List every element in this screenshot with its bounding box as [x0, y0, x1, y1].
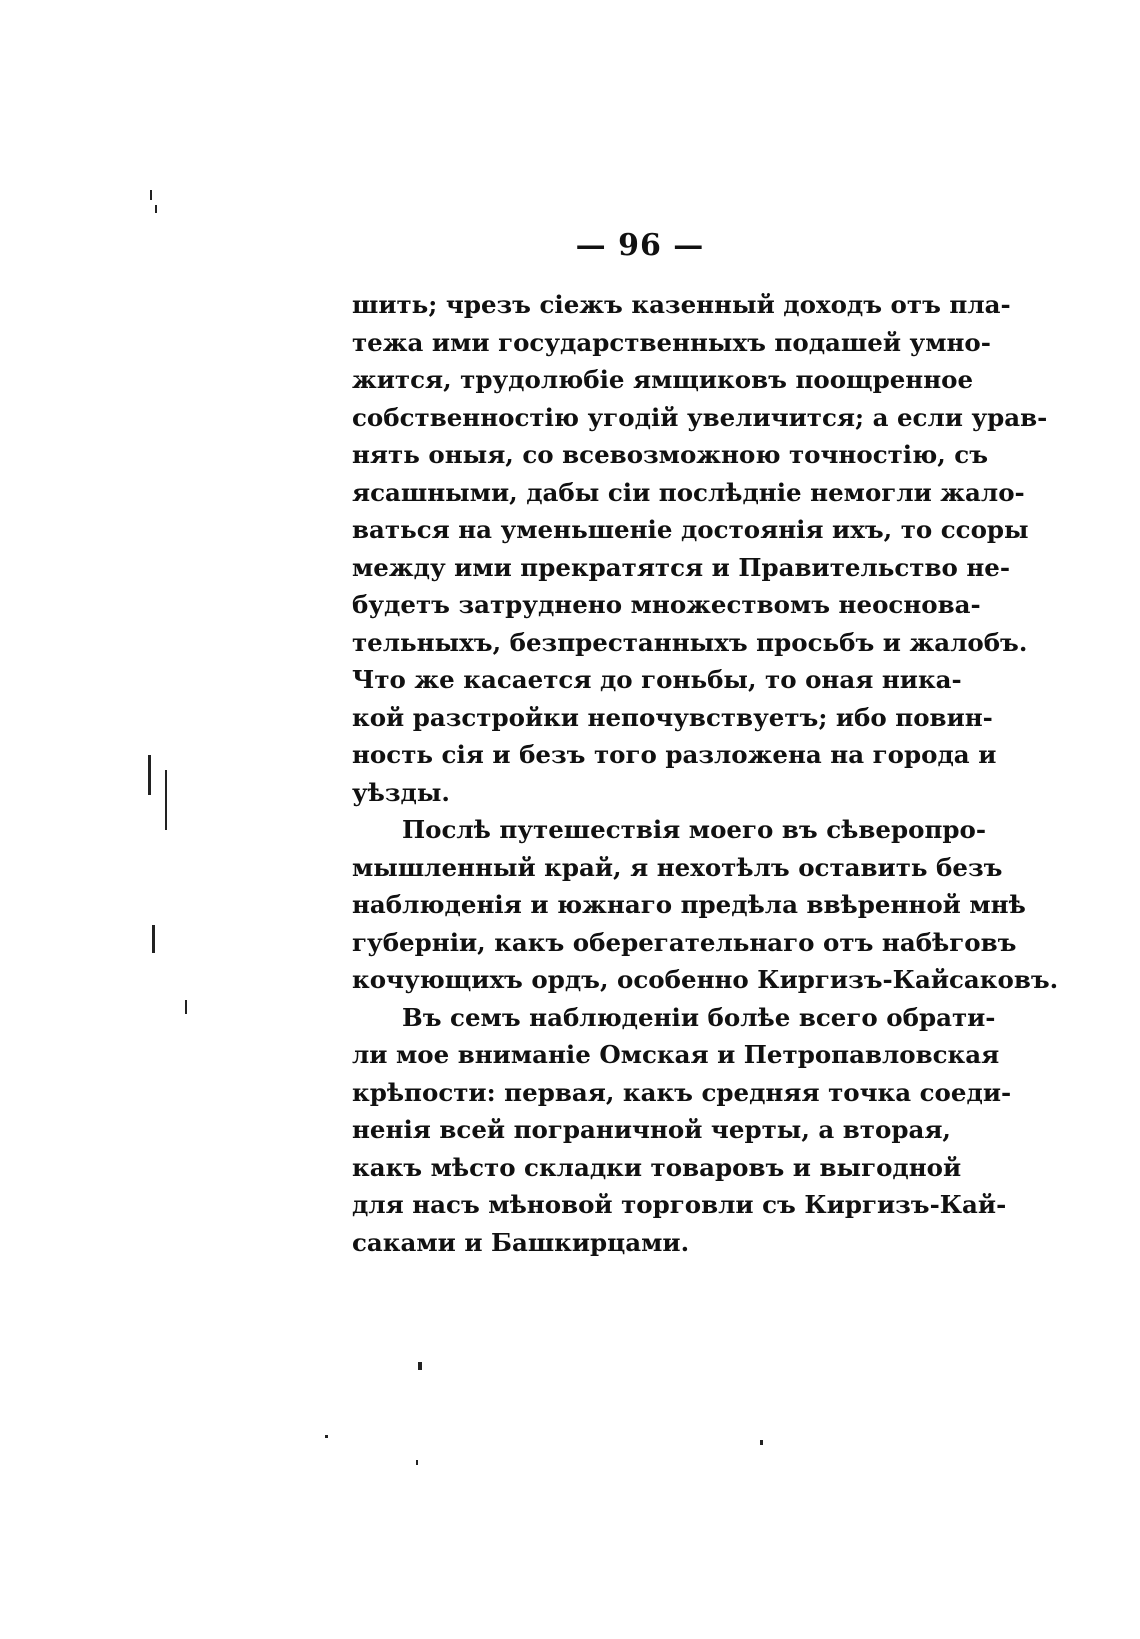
scan-speck: [148, 755, 151, 795]
scan-speck: [760, 1440, 763, 1445]
text-line: ность сія и безъ того разложена на города и: [352, 740, 997, 769]
text-line: мышленный край, я нехотѣлъ оставить безъ: [352, 852, 1003, 882]
scan-speck: [185, 1000, 187, 1014]
text-line: крѣпости: первая, какъ средняя точка соеди-: [352, 1077, 1012, 1107]
scan-speck: [416, 1460, 418, 1465]
text-line: ясашными, дабы сіи послѣдніе немогли жало-: [352, 477, 1025, 507]
scan-speck: [155, 205, 157, 213]
text-line: кочующихъ ордъ, особенно Киргизъ-Кайсаковъ.: [352, 965, 1059, 994]
text-line: какъ мѣсто складки товаровъ и выгодной: [352, 1152, 962, 1182]
text-line: тельныхъ, безпрестанныхъ просьбъ и жалобъ.: [352, 627, 1028, 657]
page-body-text: [352, 286, 1059, 1261]
text-line: для насъ мѣновой торговли съ Киргизъ-Кай-: [352, 1190, 1007, 1219]
scan-speck: [325, 1435, 328, 1438]
text-line: саками и Башкирцами.: [352, 1227, 690, 1257]
text-line: Послѣ путешествія моего въ сѣверопро-: [402, 815, 987, 844]
paragraph-3: [352, 999, 1012, 1262]
text-line: будетъ затруднено множествомъ неоснова-: [352, 590, 981, 619]
text-line: ли мое вниманіе Омская и Петропавловская: [352, 1040, 1000, 1069]
text-line: губерніи, какъ оберегательнаго отъ набѣговъ: [352, 927, 1017, 957]
text-line: тежа ими государственныхъ подашей умно-: [352, 327, 991, 357]
text-line: кой разстройки непочувствуетъ; ибо повин-: [352, 702, 993, 732]
scan-speck: [152, 925, 155, 953]
text-line: наблюденія и южнаго предѣла ввѣренной мнѣ: [352, 890, 1026, 919]
scan-speck: [418, 1362, 422, 1370]
scan-speck: [150, 190, 152, 200]
page-number: — 96 —: [575, 228, 705, 263]
text-line: Что же касается до гоньбы, то оная ника-: [352, 665, 962, 694]
text-line: нять оныя, со всевозможною точностію, съ: [352, 440, 988, 469]
text-line: между ими прекратятся и Правительство не-: [352, 552, 1011, 582]
paragraph-2: [352, 811, 1059, 999]
text-line: ваться на уменьшеніе достоянія ихъ, то ссоры: [352, 515, 1029, 544]
text-line: жится, трудолюбіе ямщиковъ поощренное: [352, 365, 974, 394]
text-line: Въ семъ наблюденіи болѣе всего обрати-: [402, 1002, 996, 1032]
paragraph-1: [352, 286, 1048, 811]
text-line: уѣзды.: [352, 777, 450, 807]
text-line: ненія всей пограничной черты, а вторая,: [352, 1115, 951, 1144]
text-line: шить; чрезъ сіежъ казенный доходъ отъ пла-: [352, 290, 1011, 319]
text-line: собственностію угодій увеличится; а если урав-: [352, 402, 1048, 432]
scan-speck: [165, 770, 167, 830]
